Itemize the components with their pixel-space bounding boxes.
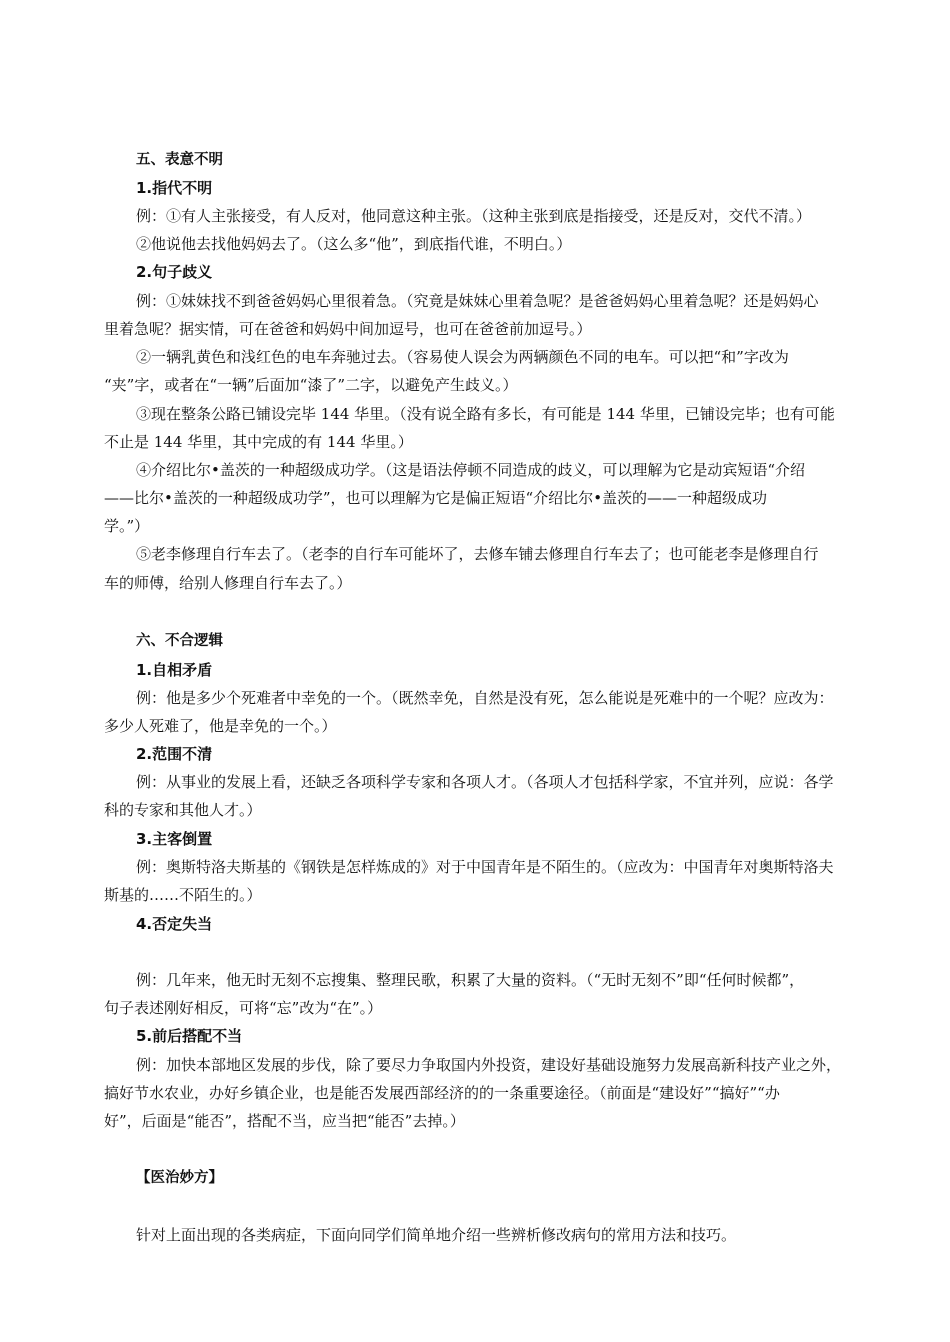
example-text: ——比尔•盖茨的一种超级成功学”，也可以理解为它是偏正短语“介绍比尔•盖茨的——一种超级成功 <box>104 489 768 507</box>
example-text: 多少人死难了，他是幸免的一个。） <box>104 717 337 735</box>
example-text: 不止是 144 华里，其中完成的有 144 华里。） <box>104 433 413 451</box>
section-heading-6: 六、不合逻辑 <box>136 633 223 649</box>
example-text: 例：奥斯特洛夫斯基的《钢铁是怎样炼成的》对于中国青年是不陌生的。（应改为：中国青年对奥斯特洛夫 <box>136 858 834 876</box>
example-text: ②他说他去找他妈妈去了。（这么多“他”，到底指代谁，不明白。） <box>136 235 572 253</box>
example-text: ②一辆乳黄色和浅红色的电车奔驰过去。（容易使人误会为两辆颜色不同的电车。可以把“和”字改为 <box>136 348 789 366</box>
example-text: 里着急呢？据实情，可在爸爸和妈妈中间加逗号，也可在爸爸前加逗号。） <box>104 320 592 338</box>
example-text: 学。”） <box>104 517 150 535</box>
example-text: ④介绍比尔•盖茨的一种超级成功学。（这是语法停顿不同造成的歧义，可以理解为它是动宾短语“介绍 <box>136 461 806 479</box>
example-text: 车的师傅，给别人修理自行车去了。） <box>104 574 352 592</box>
example-text: “夹”字，或者在“一辆”后面加“漆了”二字，以避免产生歧义。） <box>104 376 518 394</box>
remedy-heading: 【医治妙方】 <box>136 1170 223 1186</box>
subheading-unclear-scope: 2.范围不清 <box>136 745 213 763</box>
subheading-mismatched-collocation: 5.前后搭配不当 <box>136 1027 243 1045</box>
subheading-subject-object-inversion: 3.主客倒置 <box>136 830 213 848</box>
example-text: 斯基的……不陌生的。） <box>104 886 262 904</box>
example-text: ③现在整条公路已铺设完毕 144 华里。（没有说全路有多长，有可能是 144 华里，已铺设完毕；也有可能 <box>136 405 835 423</box>
example-text: 例：①妹妹找不到爸爸妈妈心里很着急。（究竟是妹妹心里着急呢？是爸爸妈妈心里着急呢？还是妈妈心 <box>136 292 819 310</box>
example-text: 例：几年来，他无时无刻不忘搜集、整理民歌，积累了大量的资料。（“无时无刻不”即“任何时候都”， <box>136 971 805 989</box>
example-text: 例：加快本部地区发展的步伐，除了要尽力争取国内外投资，建设好基础设施努力发展高新科技产业之外， <box>136 1056 842 1074</box>
example-text: 例：他是多少个死难者中幸免的一个。（既然幸免，自然是没有死，怎么能说是死难中的一个呢？应改为： <box>136 689 834 707</box>
example-text: 句子表述刚好相反，可将“忘”改为“在”。） <box>104 999 383 1017</box>
remedy-intro-text: 针对上面出现的各类病症，下面向同学们简单地介绍一些辨析修改病句的常用方法和技巧。 <box>136 1226 737 1244</box>
subheading-improper-negation: 4.否定失当 <box>136 915 213 933</box>
example-text: 好”，后面是“能否”，搭配不当，应当把“能否”去掉。） <box>104 1112 465 1130</box>
section-heading-5: 五、表意不明 <box>136 152 223 168</box>
subheading-pronoun-reference: 1.指代不明 <box>136 179 213 197</box>
example-text: 搞好节水农业，办好乡镇企业，也是能否发展西部经济的的一条重要途径。（前面是“建设好”“搞好”“办 <box>104 1084 780 1102</box>
subheading-ambiguity: 2.句子歧义 <box>136 263 213 281</box>
example-text: 科的专家和其他人才。） <box>104 801 262 819</box>
example-text: ⑤老李修理自行车去了。（老李的自行车可能坏了，去修车铺去修理自行车去了；也可能老李是修理自行 <box>136 545 819 563</box>
example-text: 例：①有人主张接受，有人反对，他同意这种主张。（这种主张到底是指接受，还是反对，交代不清。） <box>136 207 812 225</box>
subheading-self-contradiction: 1.自相矛盾 <box>136 661 213 679</box>
example-text: 例：从事业的发展上看，还缺乏各项科学专家和各项人才。（各项人才包括科学家，不宜并列，应说：各学 <box>136 773 834 791</box>
